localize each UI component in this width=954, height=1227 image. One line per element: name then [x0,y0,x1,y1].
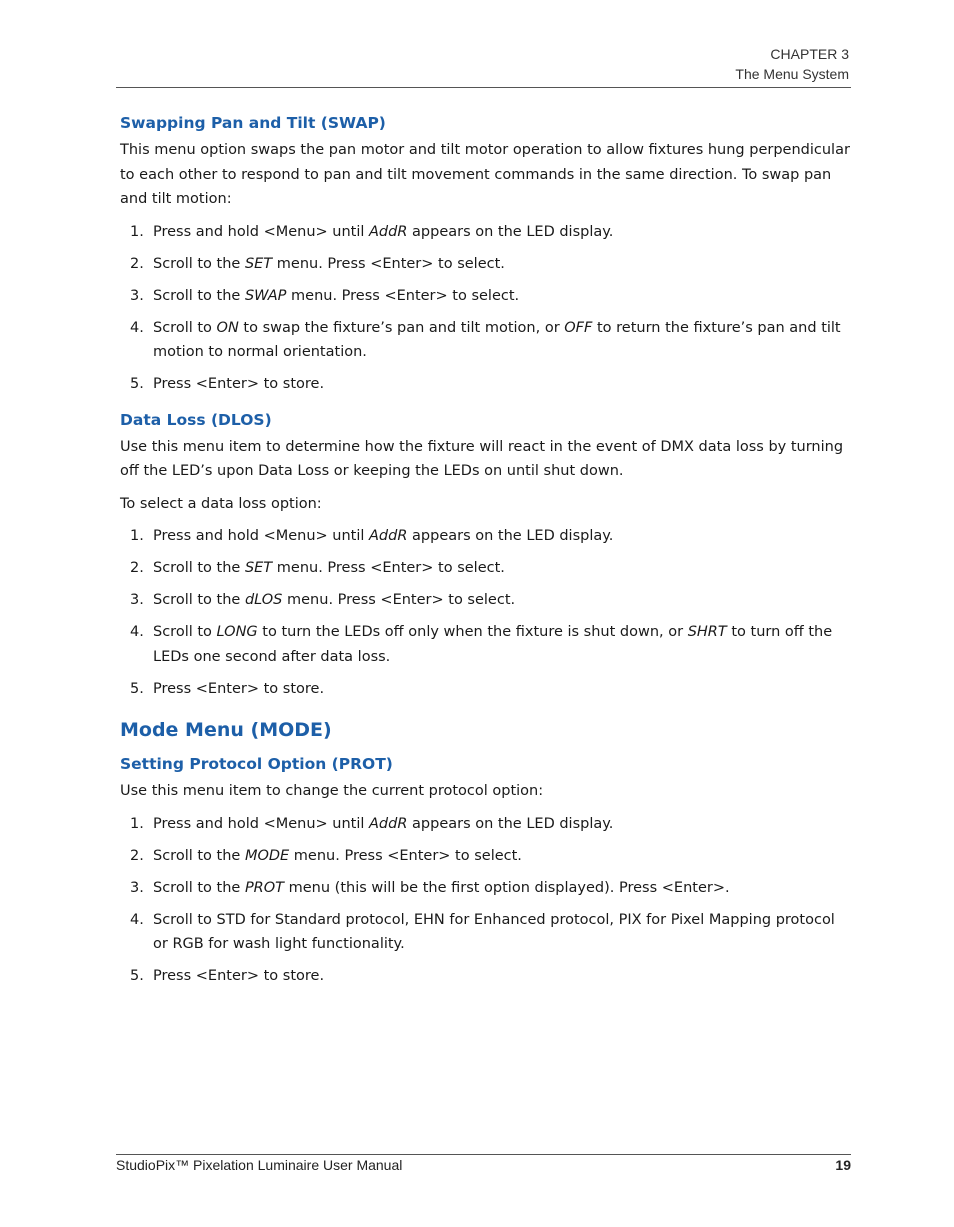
step-italic: SHRT [687,624,727,640]
step-text: menu. Press <Enter> to select. [286,287,520,304]
step-text: menu. Press <Enter> to select. [289,847,522,864]
step-text: Press and hold <Menu> until [153,528,370,544]
step-item [120,908,852,957]
step-item [120,316,852,365]
header-rule [116,87,851,88]
swap-intro: This menu option swaps the pan motor and tilt motor operation to allow fixtures hung perpendicular to each other to respond to pan and tilt movement commands in the same direction. To swap pan and tilt motion: [120,142,850,207]
step-italic: AddR [369,815,408,832]
step-italic: PROT [244,879,285,896]
step-number: 2. [130,560,144,576]
prot-steps [120,812,852,989]
step-number: 5. [130,680,144,697]
step-text: Scroll to [153,319,217,336]
step-text: Scroll to the [153,255,245,272]
step-number: 1. [130,815,144,832]
step-text: menu. Press <Enter> to select. [272,560,505,576]
step-text: to return the fixture’s pan and tilt motion to normal orientation. [153,319,841,360]
step-number: 1. [130,528,144,544]
step-number: 3. [130,592,144,608]
prot-heading: Setting Protocol Option (PROT) [120,755,393,773]
chapter-label: CHAPTER 3 [770,46,849,62]
step-item [120,677,852,702]
step-item [120,620,852,669]
dlos-section [120,411,852,702]
step-number: 5. [130,968,144,984]
step-item [120,284,852,309]
step-number: 3. [130,287,144,304]
step-text: Scroll to the [153,592,245,608]
chapter-title: The Menu System [735,66,849,82]
step-item [120,812,852,837]
dlos-heading: Data Loss (DLOS) [120,410,272,429]
step-text: Scroll to the [153,879,245,896]
step-text: appears on the LED display. [407,815,614,832]
step-item [120,372,852,397]
step-text: Press <Enter> to store. [153,968,325,984]
step-item [120,220,852,245]
step-italic: AddR [369,528,408,544]
swap-section [120,114,852,397]
step-text: to turn the LEDs off only when the fixture is shut down, or [257,624,688,640]
step-italic: ON [216,319,239,336]
step-text: to swap the fixture’s pan and tilt motion, or [238,319,565,336]
step-number: 3. [130,879,144,896]
step-text: menu. Press <Enter> to select. [282,592,516,608]
page-number: 19 [835,1157,851,1173]
step-item [120,556,852,581]
step-text: appears on the LED display. [407,528,614,544]
swap-heading: Swapping Pan and Tilt (SWAP) [120,114,386,132]
step-item [120,844,852,869]
step-text: Scroll to [153,624,217,640]
page-content [120,114,852,997]
step-text: to turn off the LEDs one second after data loss. [153,624,833,665]
step-italic: SET [244,255,273,272]
step-text: Press <Enter> to store. [153,680,325,697]
step-text: Scroll to the [153,560,245,576]
step-text: Press and hold <Menu> until [153,223,370,240]
footer-rule [116,1154,851,1155]
step-text: Scroll to the [153,287,245,304]
step-italic: SWAP [244,287,287,304]
step-text: Scroll to STD for Standard protocol, EHN for Enhanced protocol, PIX for Pixel Mapping protocol or RGB for wash light functionality. [153,911,835,952]
step-number: 5. [130,376,144,392]
footer-title: StudioPix™ Pixelation Luminaire User Manual [116,1157,403,1173]
step-number: 1. [130,223,144,240]
step-item [120,876,852,901]
step-text: menu (this will be the first option displayed). Press <Enter>. [284,879,730,896]
step-italic: OFF [564,319,593,336]
step-text: Press and hold <Menu> until [153,815,370,832]
step-text: appears on the LED display. [407,223,614,240]
step-text: menu. Press <Enter> to select. [272,255,505,272]
step-item [120,252,852,277]
step-item [120,588,852,613]
step-italic: dLOS [244,592,283,608]
step-item [120,524,852,549]
step-italic: LONG [216,624,258,640]
mode-section [120,719,852,989]
swap-steps [120,220,852,397]
step-number: 4. [130,624,144,640]
step-number: 4. [130,319,144,336]
step-italic: SET [244,560,273,576]
dlos-steps [120,524,852,701]
step-italic: MODE [244,847,290,864]
step-number: 4. [130,911,144,928]
dlos-intro-2: To select a data loss option: [120,495,322,512]
mode-heading: Mode Menu (MODE) [120,719,332,741]
step-number: 2. [130,255,144,272]
step-number: 2. [130,847,144,864]
step-text: Scroll to the [153,847,245,864]
step-text: Press <Enter> to store. [153,376,325,392]
step-item [120,964,852,989]
step-italic: AddR [369,223,408,240]
prot-intro: Use this menu item to change the current protocol option: [120,783,544,799]
dlos-intro: Use this menu item to determine how the fixture will react in the event of DMX data loss by turning off the LED’s upon Data Loss or keeping the LEDs on until shut down. [120,438,844,479]
